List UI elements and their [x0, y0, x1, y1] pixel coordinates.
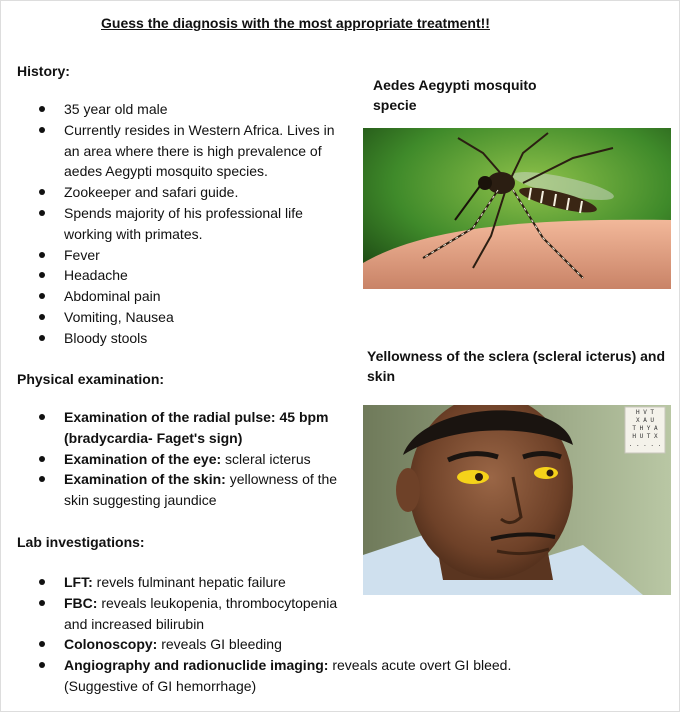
lab-label: FBC:: [64, 594, 98, 611]
exam-text: yellowness of the skin suggesting jaundice: [64, 471, 338, 509]
labs-list: [39, 572, 512, 697]
list-item: [39, 407, 349, 449]
list-item: [39, 469, 349, 511]
exam-text: scleral icterus: [221, 450, 311, 467]
patient-illustration: [363, 405, 671, 595]
exam-heading: Physical examination:: [17, 371, 165, 387]
lab-text: reveals GI bleeding: [157, 636, 282, 653]
exam-list: [39, 407, 349, 511]
exam-label: Examination of the radial pulse: 45 bpm (bradycardia- Faget's sign): [64, 409, 329, 446]
patient-photo: [363, 405, 671, 595]
list-item: Currently resides in Western Africa. Lives in an area where there is high prevalence of aedes Aegypti mosquito species.: [39, 120, 349, 182]
list-item: Bloody stools: [39, 328, 349, 349]
list-item: Spends majority of his professional life working with primates.: [39, 203, 349, 245]
list-item: [39, 634, 349, 655]
labs-heading: Lab investigations:: [17, 534, 145, 550]
list-item: [39, 593, 349, 635]
mosquito-photo: [363, 128, 671, 289]
lab-label: LFT:: [64, 574, 93, 590]
patient-caption: Yellowness of the sclera (scleral icterus) and skin: [367, 348, 666, 384]
list-item: Fever: [39, 245, 349, 266]
exam-label: Examination of the eye:: [64, 450, 222, 467]
lab-text: reveals leukopenia, thrombocytopenia and increased bilirubin: [64, 594, 338, 632]
eye-chart: H V T X A U T H Y A H U T X . . . . .: [628, 409, 662, 448]
list-item: Vomiting, Nausea: [39, 307, 349, 328]
lab-label: Angiography and radionuclide imaging:: [64, 657, 329, 674]
history-heading: History:: [17, 63, 70, 79]
list-item: Headache: [39, 265, 349, 286]
list-item: [39, 572, 349, 593]
lab-text: reveals acute overt GI bleed. (Suggestive of GI hemorrhage): [64, 657, 512, 694]
list-item: 35 year old male: [39, 99, 349, 120]
list-item: [39, 449, 349, 470]
page-title: Guess the diagnosis with the most appropriate treatment!!: [101, 15, 490, 31]
list-item: Zookeeper and safari guide.: [39, 182, 349, 203]
history-list: [39, 99, 349, 349]
mosquito-caption: Aedes Aegypti mosquito specie: [373, 77, 537, 113]
lab-text: revels fulminant hepatic failure: [92, 574, 286, 590]
list-item: Abdominal pain: [39, 286, 349, 307]
list-item: [39, 655, 584, 697]
mosquito-illustration: [363, 128, 671, 289]
exam-label: Examination of the skin:: [64, 471, 226, 488]
lab-label: Colonoscopy:: [64, 636, 158, 653]
